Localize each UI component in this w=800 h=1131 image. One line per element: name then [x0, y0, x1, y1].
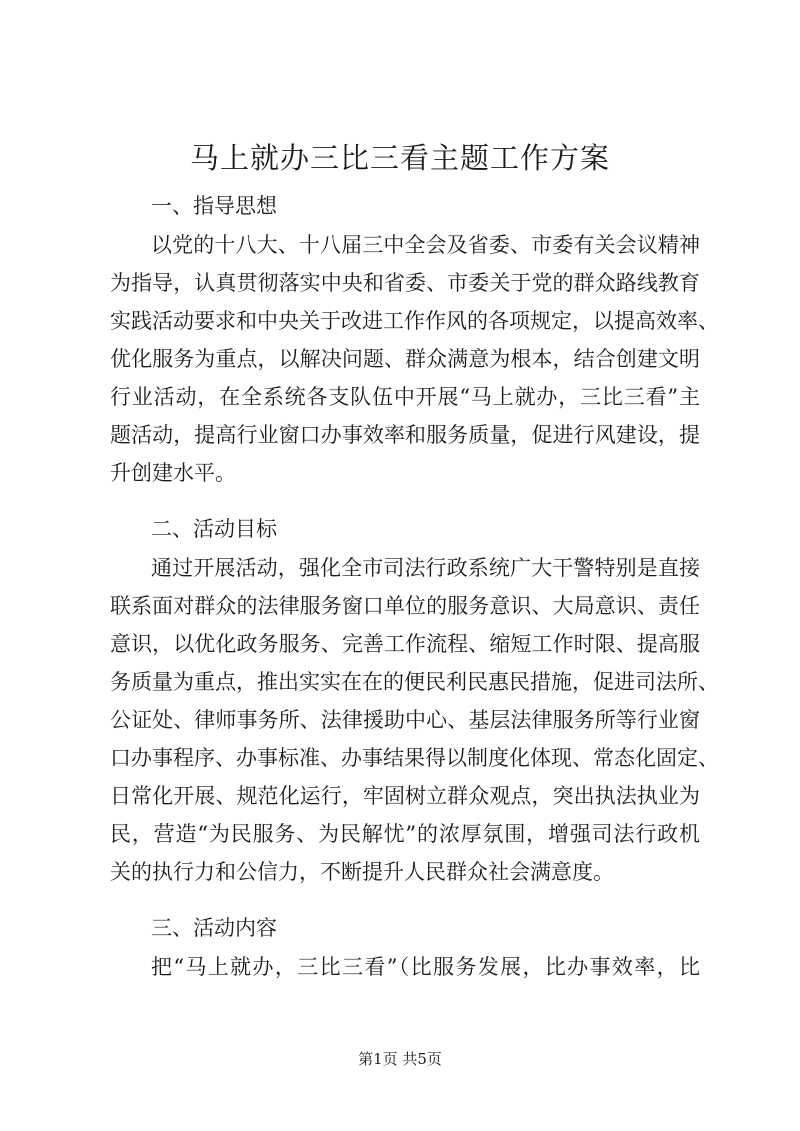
paragraph-line: 以党的十八大、十八届三中全会及省委、市委有关会议精神	[151, 233, 700, 257]
paragraph-line: 公证处、律师事务所、法律援助中心、基层法律服务所等行业窗	[110, 708, 700, 732]
paragraph-line: 口办事程序、办事标准、办事结果得以制度化体现、常态化固定、	[110, 746, 719, 770]
paragraph-line: 关的执行力和公信力，不断提升人民群众社会满意度。	[110, 860, 614, 884]
paragraph-line: 题活动，提高行业窗口办事效率和服务质量，促进行风建设，提	[110, 423, 700, 447]
paragraph-line: 联系面对群众的法律服务窗口单位的服务意识、大局意识、责任	[110, 594, 700, 618]
paragraph-line: 优化服务为重点，以解决问题、群众满意为根本，结合创建文明	[110, 347, 700, 371]
paragraph-line: 务质量为重点，推出实实在在的便民利民惠民措施，促进司法所、	[110, 670, 719, 694]
paragraph-line: 为指导，认真贯彻落实中央和省委、市委关于党的群众路线教育	[110, 271, 700, 295]
page-number-footer: 第1页 共5页	[358, 1050, 442, 1068]
paragraph-line: 通过开展活动，强化全市司法行政系统广大干警特别是直接	[151, 556, 700, 580]
paragraph-line: 行业活动，在全系统各支队伍中开展“马上就办，三比三看”主	[110, 385, 700, 409]
paragraph-line: 把“马上就办，三比三看”（比服务发展，比办事效率，比	[151, 955, 700, 979]
paragraph-line: 日常化开展、规范化运行，牢固树立群众观点，突出执法执业为	[110, 784, 700, 808]
paragraph-line: 升创建水平。	[110, 461, 236, 485]
paragraph-line: 实践活动要求和中央关于改进工作作风的各项规定，以提高效率、	[110, 309, 719, 333]
paragraph-line: 民，营造“为民服务、为民解忧”的浓厚氛围，增强司法行政机	[110, 822, 700, 846]
document-title: 马上就办三比三看主题工作方案	[189, 141, 610, 175]
section-heading-guiding-thought: 一、指导思想	[151, 194, 277, 218]
section-heading-goals: 二、活动目标	[151, 517, 277, 541]
section-heading-content: 三、活动内容	[151, 916, 277, 940]
paragraph-line: 意识，以优化政务服务、完善工作流程、缩短工作时限、提高服	[110, 632, 700, 656]
